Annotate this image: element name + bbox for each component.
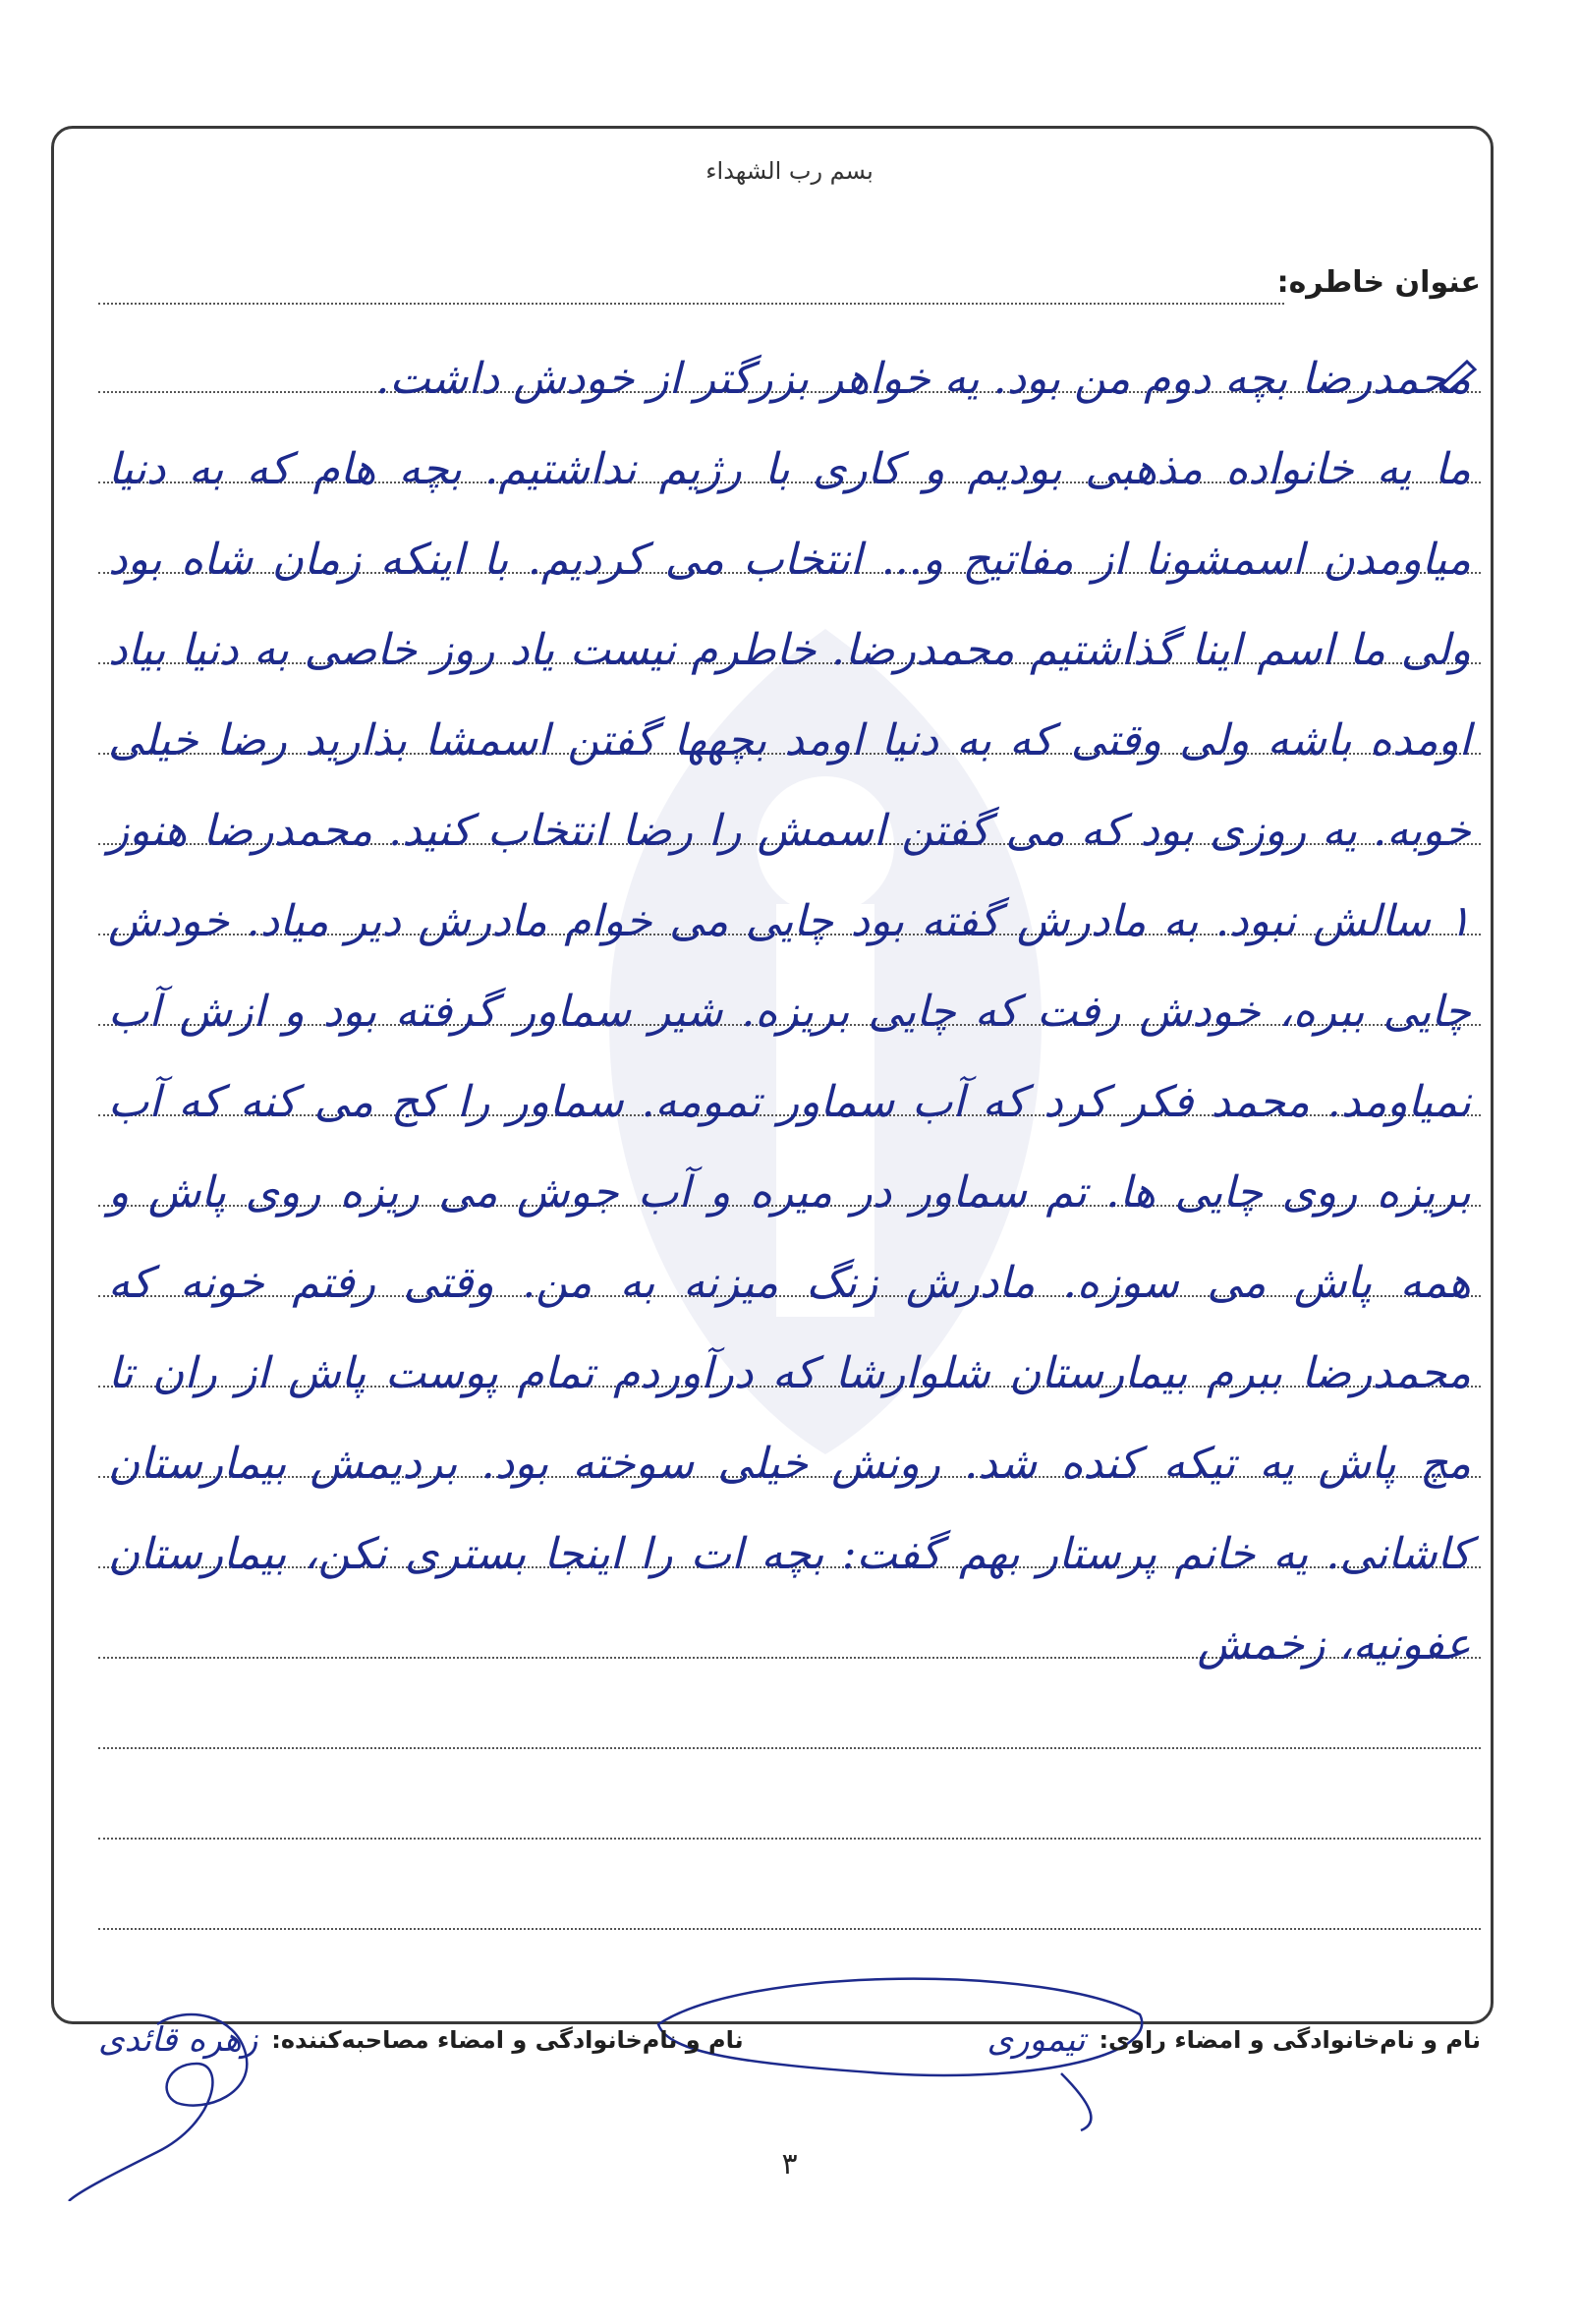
page-number: ۳: [781, 2147, 798, 2182]
ruled-line: [98, 1838, 1481, 1840]
interviewer-label: نام و نام‌خانوادگی و امضاء مصاحبه‌کننده:: [271, 2026, 744, 2054]
ruled-line: [98, 1747, 1481, 1749]
page-header-basmala: بسم رب الشهداء: [705, 157, 874, 185]
interviewer-signature: زهره قائدی: [98, 2020, 258, 2060]
narrator-label: نام و نام‌خانوادگی و امضاء راوی:: [1099, 2026, 1481, 2054]
narrator-signature: تیموری: [987, 2020, 1086, 2060]
memory-handwritten-text: [108, 334, 1471, 1690]
memory-title-label: عنوان خاطره:: [1276, 265, 1481, 300]
ruled-line: [98, 1928, 1481, 1930]
footer-signatures: [98, 2020, 1481, 2060]
title-dotted-line: [98, 303, 1284, 305]
memory-paragraph: محمدرضا بچه دوم من بود. یه خواهر بزرگتر از خودش داشت.: [375, 354, 1471, 404]
memory-paragraph: ما یه خانواده مذهبی بودیم و کاری با رژیم نداشتیم. بچه هام که به دنیا میاومدن اسمشونا از مفاتیح و... انتخاب می کردیم. با اینکه زمان شاه بود ولی ما اسم اینا گذاشتیم محمدرضا. خاطرم نیست یاد روز خاصی به دنیا بیاد اومده باشه ولی وقتی که به دنیا اومد بچهها گفتن اسمشا بذارید رضا خیلی خوبه. یه روزی بود که می گفتن اسمش را رضا انتخاب کنید. محمدرضا هنوز ۱ سالش نبود. به مادرش گفته بود چایی می خوام مادرش دیر میاد. خودش چایی ببره، خودش رفت که چایی بریزه. شیر سماور گرفته بود و ازش آب نمیاومد. محمد فکر کرد که آب سماور تمومه. سماور را کج می کنه که آب بریزه روی چایی ها. تم سماور در میره و آب جوش می ریزه روی پاش و همه پاش می سوزه. مادرش زنگ میزنه به من. وقتی رفتم خونه که محمدرضا ببرم بیمارستان شلوارشا که درآوردم تمام پوست پاش از ران تا مچ پاش یه تیکه کنده شد. رونش خیلی سوخته بود. بردیمش بیمارستان کاشانی. یه خانم پرستار بهم گفت: بچه ات را اینجا بستری نکن، بیمارستان عفونیه، زخمش: [108, 444, 1471, 1670]
